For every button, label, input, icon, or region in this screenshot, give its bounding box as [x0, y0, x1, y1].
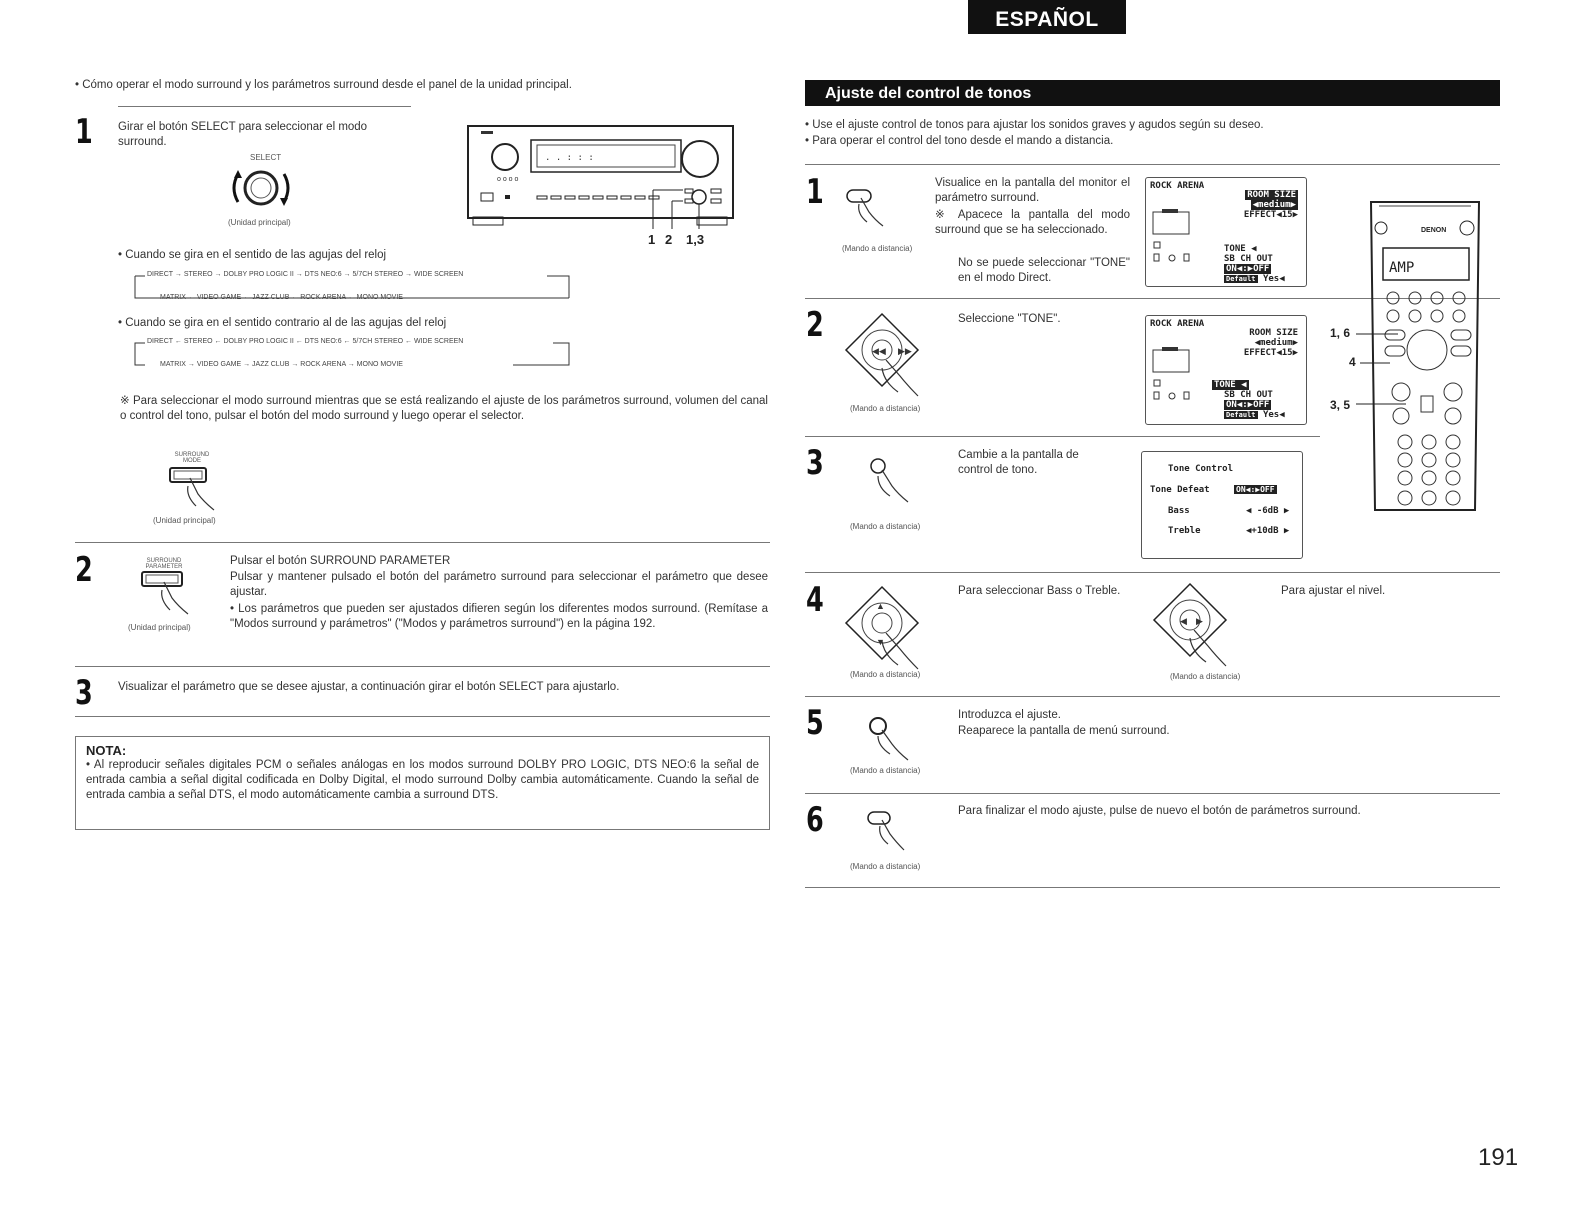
remote-display: AMP	[1389, 260, 1415, 276]
speaker-layout-icon	[1152, 208, 1194, 270]
clockwise-flow-bottom: MATRIX ← VIDEO GAME ← JAZZ CLUB ← ROCK ARENA ← MONO MOVIE	[160, 294, 403, 301]
counter-flow-bottom: MATRIX → VIDEO GAME → JAZZ CLUB → ROCK ARENA → MONO MOVIE	[160, 361, 403, 368]
r-step5-text: Introduzca el ajuste.	[958, 709, 1061, 721]
osd-onoff: ON◀:▶OFF	[1226, 264, 1270, 274]
step-number: 2	[75, 550, 93, 590]
osd-treble-value: ◀+10dB ▶	[1246, 526, 1290, 536]
callout-1: 1	[648, 232, 656, 247]
osd-tone: TONE ◀	[1224, 244, 1257, 254]
osd-effect: EFFECT◀15▶	[1243, 210, 1298, 220]
osd-tone-title: Tone Control	[1168, 464, 1234, 474]
osd-medium: ◀medium▶	[1254, 338, 1298, 348]
mode-caption: (Unidad principal)	[153, 516, 216, 525]
osd-room-size: ROOM SIZE	[1247, 190, 1296, 200]
r-step4-text-b: Para ajustar el nivel.	[1281, 585, 1386, 597]
step3-text: Visualizar el parámetro que se desee ajustar, a continuación girar el botón SELECT para ajustarlo.	[118, 681, 620, 693]
callout-13: 1,3	[686, 232, 705, 247]
svg-text:▼: ▼	[876, 637, 885, 647]
osd-tone-defeat: Tone Defeat	[1150, 485, 1210, 495]
step-number: 1	[75, 112, 93, 152]
svg-text:▶: ▶	[1196, 616, 1203, 626]
r-step1-note1: ※ Apacece la pantalla del modo surround que se ha seleccionado.	[935, 209, 1130, 236]
knob-caption: (Unidad principal)	[228, 218, 291, 227]
r-step5-text2: Reaparece la pantalla de menú surround.	[958, 725, 1170, 737]
mode-button-label: SURROUND MODE	[174, 452, 210, 464]
osd-title: ROCK ARENA	[1150, 181, 1205, 191]
language-tab: ESPAÑOL	[968, 0, 1126, 34]
divider	[805, 887, 1500, 888]
osd-tone-control	[1141, 451, 1303, 559]
cursor-pad-icon	[842, 312, 932, 400]
osd-tone-defeat-value: ON◀:▶OFF	[1236, 485, 1275, 494]
remote-button-icon	[868, 456, 918, 506]
svg-text:▶▶: ▶▶	[898, 346, 912, 356]
nota-text: • Al reproducir señales digitales PCM o señales análogas en los modos surround DOLBY PRO LOGIC, DTS NEO:6 la señal de entrada cambia a señal digital codificada en Dolby Digital, el modo surround Dolby cambia automáticamente. Cuando la señal de entrada cambia a señal DTS, el modo automáticamente cambia a surround DTS.	[86, 759, 759, 801]
callout-2: 2	[665, 232, 673, 247]
knob-label: SELECT	[250, 153, 282, 162]
osd-tone: TONE ◀	[1214, 380, 1247, 390]
divider	[75, 666, 770, 667]
cursor-pad-icon	[1150, 582, 1260, 672]
remote-caption: (Mando a distancia)	[850, 766, 921, 775]
remote-callout-lines	[1356, 330, 1416, 410]
divider	[805, 696, 1500, 697]
remote-caption: (Mando a distancia)	[1170, 672, 1241, 681]
step-number: 5	[806, 703, 824, 743]
osd-default: Default	[1226, 411, 1256, 419]
r-step3-text: Cambie a la pantalla de control de tono.	[958, 449, 1079, 476]
osd-medium: ◀medium▶	[1252, 200, 1296, 210]
r-step2-text: Seleccione "TONE".	[958, 313, 1061, 325]
nota-box	[75, 736, 770, 830]
divider	[805, 572, 1500, 573]
step-number: 3	[806, 443, 824, 483]
surround-parameter-button-icon	[140, 570, 200, 620]
divider	[75, 716, 770, 717]
surround-note: ※ Para seleccionar el modo surround mientras que se está realizando el ajuste de los parámetros surround, volumen del canal o control del tono, pulsar el botón del modo surround y luego operar el selector.	[120, 395, 768, 422]
speaker-layout-icon	[1152, 346, 1194, 408]
osd-onoff: ON◀:▶OFF	[1226, 400, 1270, 410]
remote-label-4: 4	[1349, 355, 1356, 369]
osd-default: Default	[1226, 275, 1256, 283]
osd-screen-1	[1145, 177, 1307, 287]
osd-title: ROCK ARENA	[1150, 319, 1205, 329]
remote-caption: (Mando a distancia)	[850, 670, 921, 679]
r-step6-text: Para finalizar el modo ajuste, pulse de nuevo el botón de parámetros surround.	[958, 805, 1361, 817]
parameter-button-label: SURROUND PARAMETER	[145, 558, 183, 570]
step2-line1: Pulsar el botón SURROUND PARAMETER	[230, 555, 451, 567]
section-title: Ajuste del control de tonos	[805, 80, 1500, 106]
counter-title: • Cuando se gira en el sentido contrario al de las agujas del reloj	[118, 317, 447, 329]
osd-effect: EFFECT◀15▶	[1243, 348, 1298, 358]
divider	[75, 542, 770, 543]
step-number: 1	[806, 172, 824, 212]
r-step1-note2: No se puede seleccionar "TONE" en el modo Direct.	[958, 257, 1130, 284]
remote-brand: DENON	[1421, 227, 1447, 234]
remote-button-icon	[845, 184, 895, 229]
osd-sb-ch-out: SB CH OUT	[1224, 254, 1273, 264]
divider	[805, 164, 1500, 165]
divider	[805, 793, 1500, 794]
step-number: 4	[806, 580, 824, 620]
parameter-caption: (Unidad principal)	[128, 623, 191, 632]
remote-label-35: 3, 5	[1330, 398, 1351, 412]
page-number: 191	[1478, 1144, 1519, 1171]
step2-line2: Pulsar y mantener pulsado el botón del parámetro surround para seleccionar el parámetro que desee ajustar.	[230, 571, 768, 598]
cursor-pad-icon	[842, 585, 932, 673]
step2-line3: • Los parámetros que pueden ser ajustados difieren según los diferentes modos surround. (Remítase a "Modos surround y parámetros" ("Modos y parámetros surround") en la página 192.	[230, 603, 768, 630]
step1-text: Girar el botón SELECT para seleccionar el modo surround.	[118, 121, 368, 148]
surround-mode-button-icon	[168, 466, 228, 516]
osd-bass: Bass	[1168, 506, 1190, 516]
step-number: 2	[806, 305, 824, 345]
clockwise-flow-top: DIRECT → STEREO → DOLBY PRO LOGIC II → DTS NEO:6 → 5/7CH STEREO → WIDE SCREEN	[147, 271, 464, 278]
osd-screen-2	[1145, 315, 1307, 425]
remote-label-16: 1, 6	[1330, 326, 1351, 340]
counter-flow-top: DIRECT ← STEREO ← DOLBY PRO LOGIC II ← DTS NEO:6 ← 5/7CH STEREO ← WIDE SCREEN	[147, 338, 464, 345]
bullet-2: • Para operar el control del tono desde el mando a distancia.	[805, 135, 1114, 147]
nota-title: NOTA:	[86, 743, 127, 758]
osd-sb-ch-out: SB CH OUT	[1224, 390, 1273, 400]
svg-text:◀◀: ◀◀	[872, 346, 886, 356]
receiver-panel-illustration	[467, 125, 735, 230]
clockwise-title: • Cuando se gira en el sentido de las agujas del reloj	[118, 249, 387, 261]
r-step4-text: Para seleccionar Bass o Treble.	[958, 585, 1121, 597]
osd-treble: Treble	[1168, 526, 1201, 536]
divider	[805, 436, 1320, 437]
svg-text:▲: ▲	[876, 601, 885, 611]
remote-caption: (Mando a distancia)	[850, 522, 921, 531]
step-number: 6	[806, 800, 824, 840]
enter-button-icon	[868, 714, 918, 764]
divider	[118, 106, 411, 107]
osd-yes: Yes◀	[1262, 274, 1285, 284]
intro-text: • Cómo operar el modo surround y los parámetros surround desde el panel de la unidad principal.	[75, 79, 572, 91]
osd-yes: Yes◀	[1262, 410, 1285, 420]
remote-button-icon	[866, 808, 916, 853]
svg-text:◀: ◀	[1180, 616, 1187, 626]
bullet-1: • Use el ajuste control de tonos para ajustar los sonidos graves y agudos según su deseo.	[805, 119, 1264, 131]
osd-room-size: ROOM SIZE	[1249, 328, 1298, 338]
svg-text:o o o o: o o o o	[497, 176, 519, 183]
step-number: 3	[75, 673, 93, 713]
select-knob-icon	[226, 160, 296, 215]
remote-caption: (Mando a distancia)	[850, 862, 921, 871]
r-step1-text: Visualice en la pantalla del monitor el parámetro surround.	[935, 177, 1130, 204]
svg-text:. . : : :: . . : : :	[545, 153, 594, 163]
osd-bass-value: ◀ -6dB ▶	[1246, 506, 1290, 516]
remote-caption: (Mando a distancia)	[850, 404, 921, 413]
remote-caption: (Mando a distancia)	[842, 244, 913, 253]
